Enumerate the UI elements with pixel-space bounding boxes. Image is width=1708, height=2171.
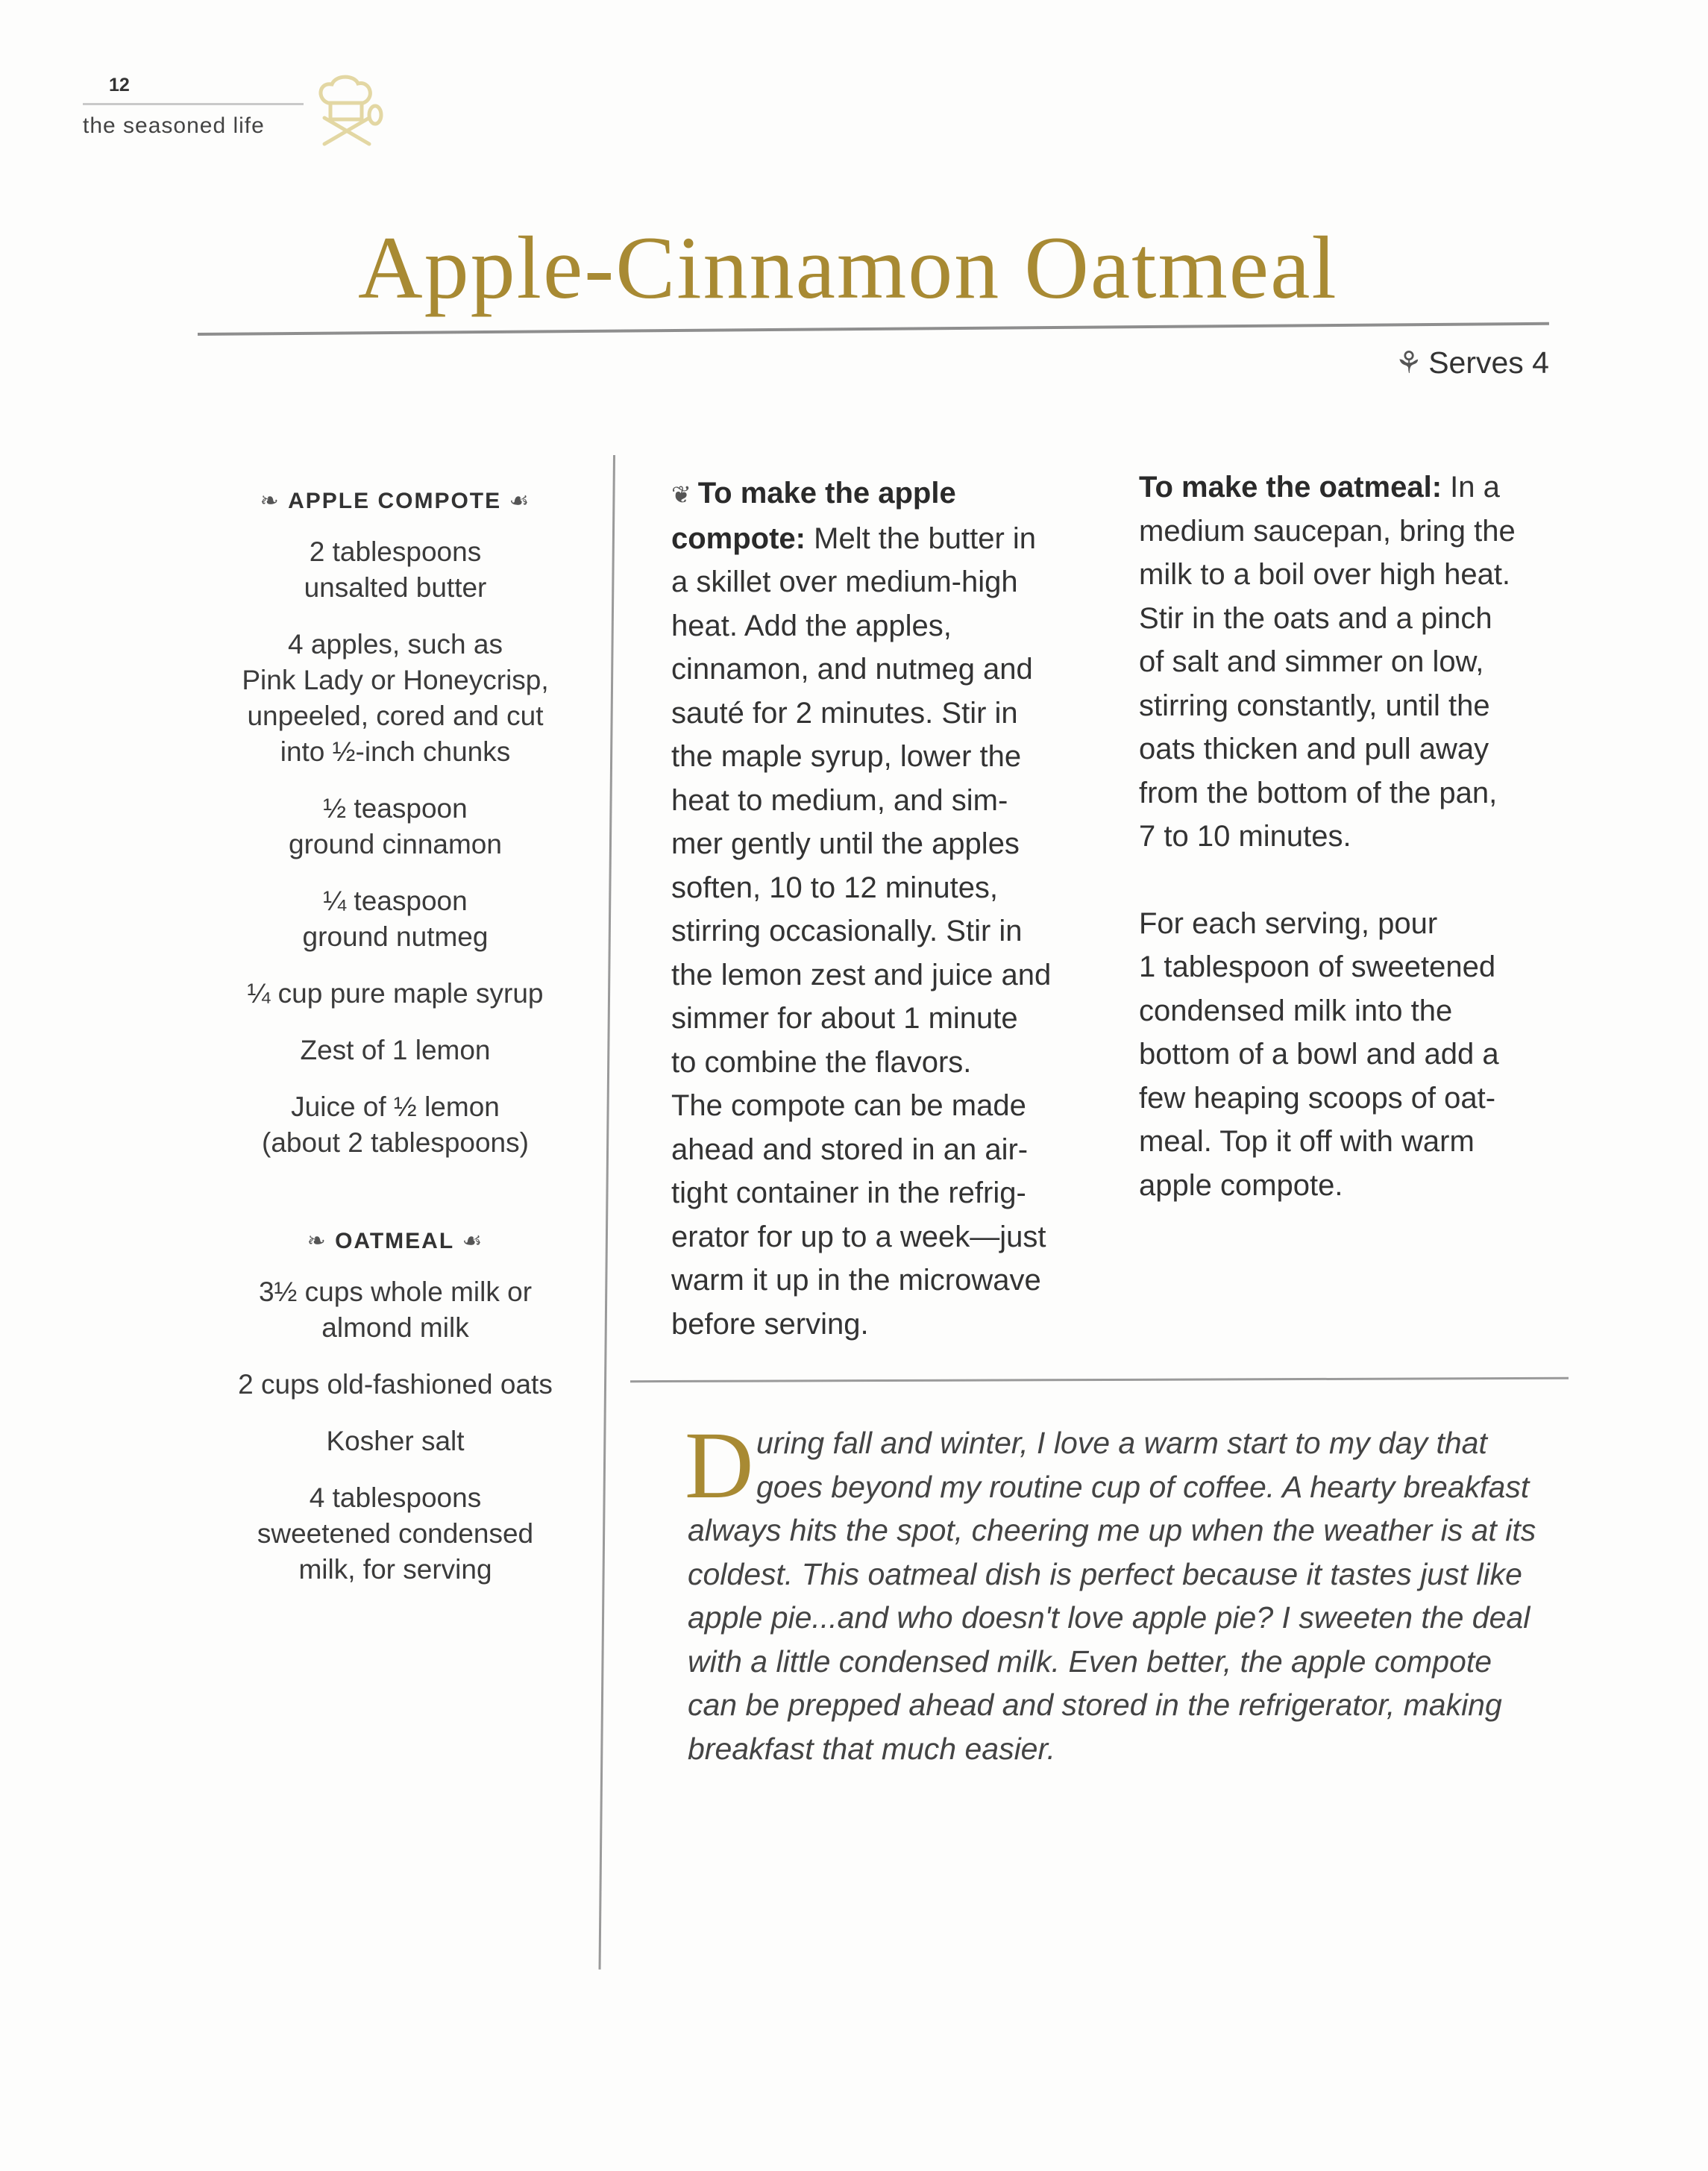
intro-line: breakfast that much easier. <box>688 1731 1056 1766</box>
text-line: heat to medium, and sim- <box>671 783 1008 817</box>
ingredient-item <box>201 534 589 606</box>
section-divider <box>630 1377 1569 1382</box>
intro-line: uring fall and winter, I love a warm start to my day that <box>756 1426 1487 1460</box>
leaf-ornament-icon: ❧ <box>260 489 289 513</box>
ingredient-item <box>201 1367 589 1403</box>
intro-line: can be prepped ahead and stored in the refrigerator, making <box>688 1688 1502 1722</box>
text-line: apple compote. <box>1139 1168 1343 1202</box>
text-line: 7 to 10 minutes. <box>1139 820 1351 853</box>
leaf-ornament-icon: ☙ <box>501 489 531 513</box>
ingredient-line: 2 cups old-fashioned oats <box>238 1369 553 1400</box>
ingredient-item <box>201 1423 589 1459</box>
method-line: In a <box>1450 471 1500 504</box>
ingredient-line: almond milk <box>321 1312 469 1343</box>
page-number: 12 <box>109 75 130 95</box>
text-line: warm it up in the microwave <box>671 1264 1041 1297</box>
serving-instructions <box>1139 902 1516 1208</box>
text-line: meal. Top it off with warm <box>1139 1125 1475 1158</box>
ingredient-line: 4 tablespoons <box>309 1482 482 1513</box>
text-line: medium saucepan, bring the <box>1139 514 1516 548</box>
heading-text: OATMEAL <box>335 1229 455 1253</box>
intro-paragraph <box>685 1412 1536 1770</box>
text-line: erator for up to a week—just <box>671 1220 1046 1253</box>
text-line: simmer for about 1 minute <box>671 1002 1018 1035</box>
ingredient-item <box>201 1480 589 1588</box>
ingredient-item <box>201 883 589 955</box>
ingredient-line: unpeeled, cored and cut <box>247 701 544 731</box>
oatmeal-lead: To make the oatmeal: <box>1139 471 1442 504</box>
ingredients-list <box>201 483 589 1608</box>
text-line: to combine the flavors. <box>671 1045 972 1079</box>
ingredient-item <box>201 1089 589 1161</box>
text-line: of salt and simmer on low, <box>1139 645 1484 678</box>
intro-line: apple pie...and who doesn't love apple pie? I sweeten the deal <box>688 1600 1530 1635</box>
text-line: heat. Add the apples, <box>671 609 952 642</box>
text-line: sauté for 2 minutes. Stir in <box>671 696 1018 730</box>
ingredient-line: 4 apples, such as <box>288 629 503 660</box>
ingredient-item <box>201 1033 589 1068</box>
ingredient-line: ¼ teaspoon <box>323 886 468 916</box>
ingredient-line: 2 tablespoons <box>309 536 482 567</box>
leaf-ornament-icon: ❧ <box>307 1229 336 1253</box>
ingredient-item <box>201 627 589 770</box>
text-line: stirring constantly, until the <box>1139 689 1490 722</box>
ingredient-line: Kosher salt <box>326 1426 465 1456</box>
ingredient-line: Zest of 1 lemon <box>300 1035 491 1065</box>
text-line: soften, 10 to 12 minutes, <box>671 871 999 904</box>
ingredient-line: ½ teaspoon <box>323 793 468 824</box>
compote-lead-2: compote: <box>671 521 806 555</box>
section-spacer <box>201 1182 589 1224</box>
ingredient-line: milk, for serving <box>298 1554 492 1585</box>
text-line: For each serving, pour <box>1139 906 1438 940</box>
method-line: Melt the butter in <box>814 521 1037 555</box>
text-line: bottom of a bowl and add a <box>1139 1038 1499 1071</box>
text-line: condensed milk into the <box>1139 994 1453 1027</box>
running-head: the seasoned life <box>83 113 265 138</box>
serves-info <box>1395 345 1549 380</box>
leaf-ornament-icon: ☙ <box>454 1229 484 1253</box>
text-line: milk to a boil over high heat. <box>1139 558 1511 591</box>
ingredient-line: Pink Lady or Honeycrisp, <box>242 665 549 695</box>
text-line: from the bottom of the pan, <box>1139 776 1498 809</box>
ingredient-line: Juice of ½ lemon <box>291 1091 500 1122</box>
ingredient-line: sweetened condensed <box>257 1518 534 1549</box>
sprig-ornament-icon: ⚘ <box>1395 345 1423 380</box>
text-line: oats thicken and pull away <box>1139 733 1489 765</box>
ingredient-item <box>201 1274 589 1346</box>
intro-line: goes beyond my routine cup of coffee. A hearty breakfast <box>756 1469 1530 1504</box>
text-line: 1 tablespoon of sweetened <box>1139 950 1496 983</box>
title-rule <box>198 322 1549 336</box>
text-line: The compote can be made <box>671 1089 1026 1122</box>
text-line: Stir in the oats and a pinch <box>1139 601 1492 635</box>
compote-method <box>671 472 1051 1346</box>
compote-lead: To make the apple <box>697 477 956 510</box>
text-line: before serving. <box>671 1307 869 1341</box>
ingredient-line: (about 2 tablespoons) <box>262 1127 529 1158</box>
chef-hat-logo-icon <box>302 73 392 155</box>
ingredient-line: into ½-inch chunks <box>280 736 511 767</box>
ingredient-line: 3½ cups whole milk or <box>258 1276 533 1307</box>
intro-line: coldest. This oatmeal dish is perfect because it tastes just like <box>688 1556 1522 1591</box>
ingredient-line: ground cinnamon <box>289 829 502 859</box>
text-line: cinnamon, and nutmeg and <box>671 653 1033 686</box>
intro-line: with a little condensed milk. Even better, the apple compote <box>688 1644 1492 1679</box>
text-line: mer gently until the apples <box>671 827 1020 860</box>
text-line: the maple syrup, lower the <box>671 740 1022 773</box>
text-line: a skillet over medium-high <box>671 566 1018 598</box>
ingredient-section-heading <box>201 1224 589 1259</box>
ingredient-section-heading <box>201 483 589 519</box>
heading-text: APPLE COMPOTE <box>288 489 502 513</box>
text-line: the lemon zest and juice and <box>671 958 1052 991</box>
recipe-title: Apple-Cinnamon Oatmeal <box>358 218 1338 317</box>
header-rule <box>83 103 304 105</box>
column-divider <box>599 455 615 1970</box>
oatmeal-method <box>1139 466 1516 1207</box>
serves-label: Serves 4 <box>1428 345 1549 380</box>
ingredient-item <box>201 791 589 862</box>
ingredient-line: ground nutmeg <box>302 921 489 952</box>
text-line: tight container in the refrig- <box>671 1177 1026 1209</box>
intro-line: always hits the spot, cheering me up when the weather is at its <box>688 1513 1536 1547</box>
drop-cap: D <box>685 1412 754 1518</box>
text-line: ahead and stored in an air- <box>671 1133 1029 1166</box>
ingredient-line: ¼ cup pure maple syrup <box>247 978 544 1009</box>
ingredient-line: unsalted butter <box>304 572 487 603</box>
text-line: stirring occasionally. Stir in <box>671 915 1023 947</box>
ingredient-item <box>201 976 589 1012</box>
text-line: few heaping scoops of oat- <box>1139 1081 1496 1115</box>
flourish-ornament-icon: ❦ <box>671 481 698 508</box>
